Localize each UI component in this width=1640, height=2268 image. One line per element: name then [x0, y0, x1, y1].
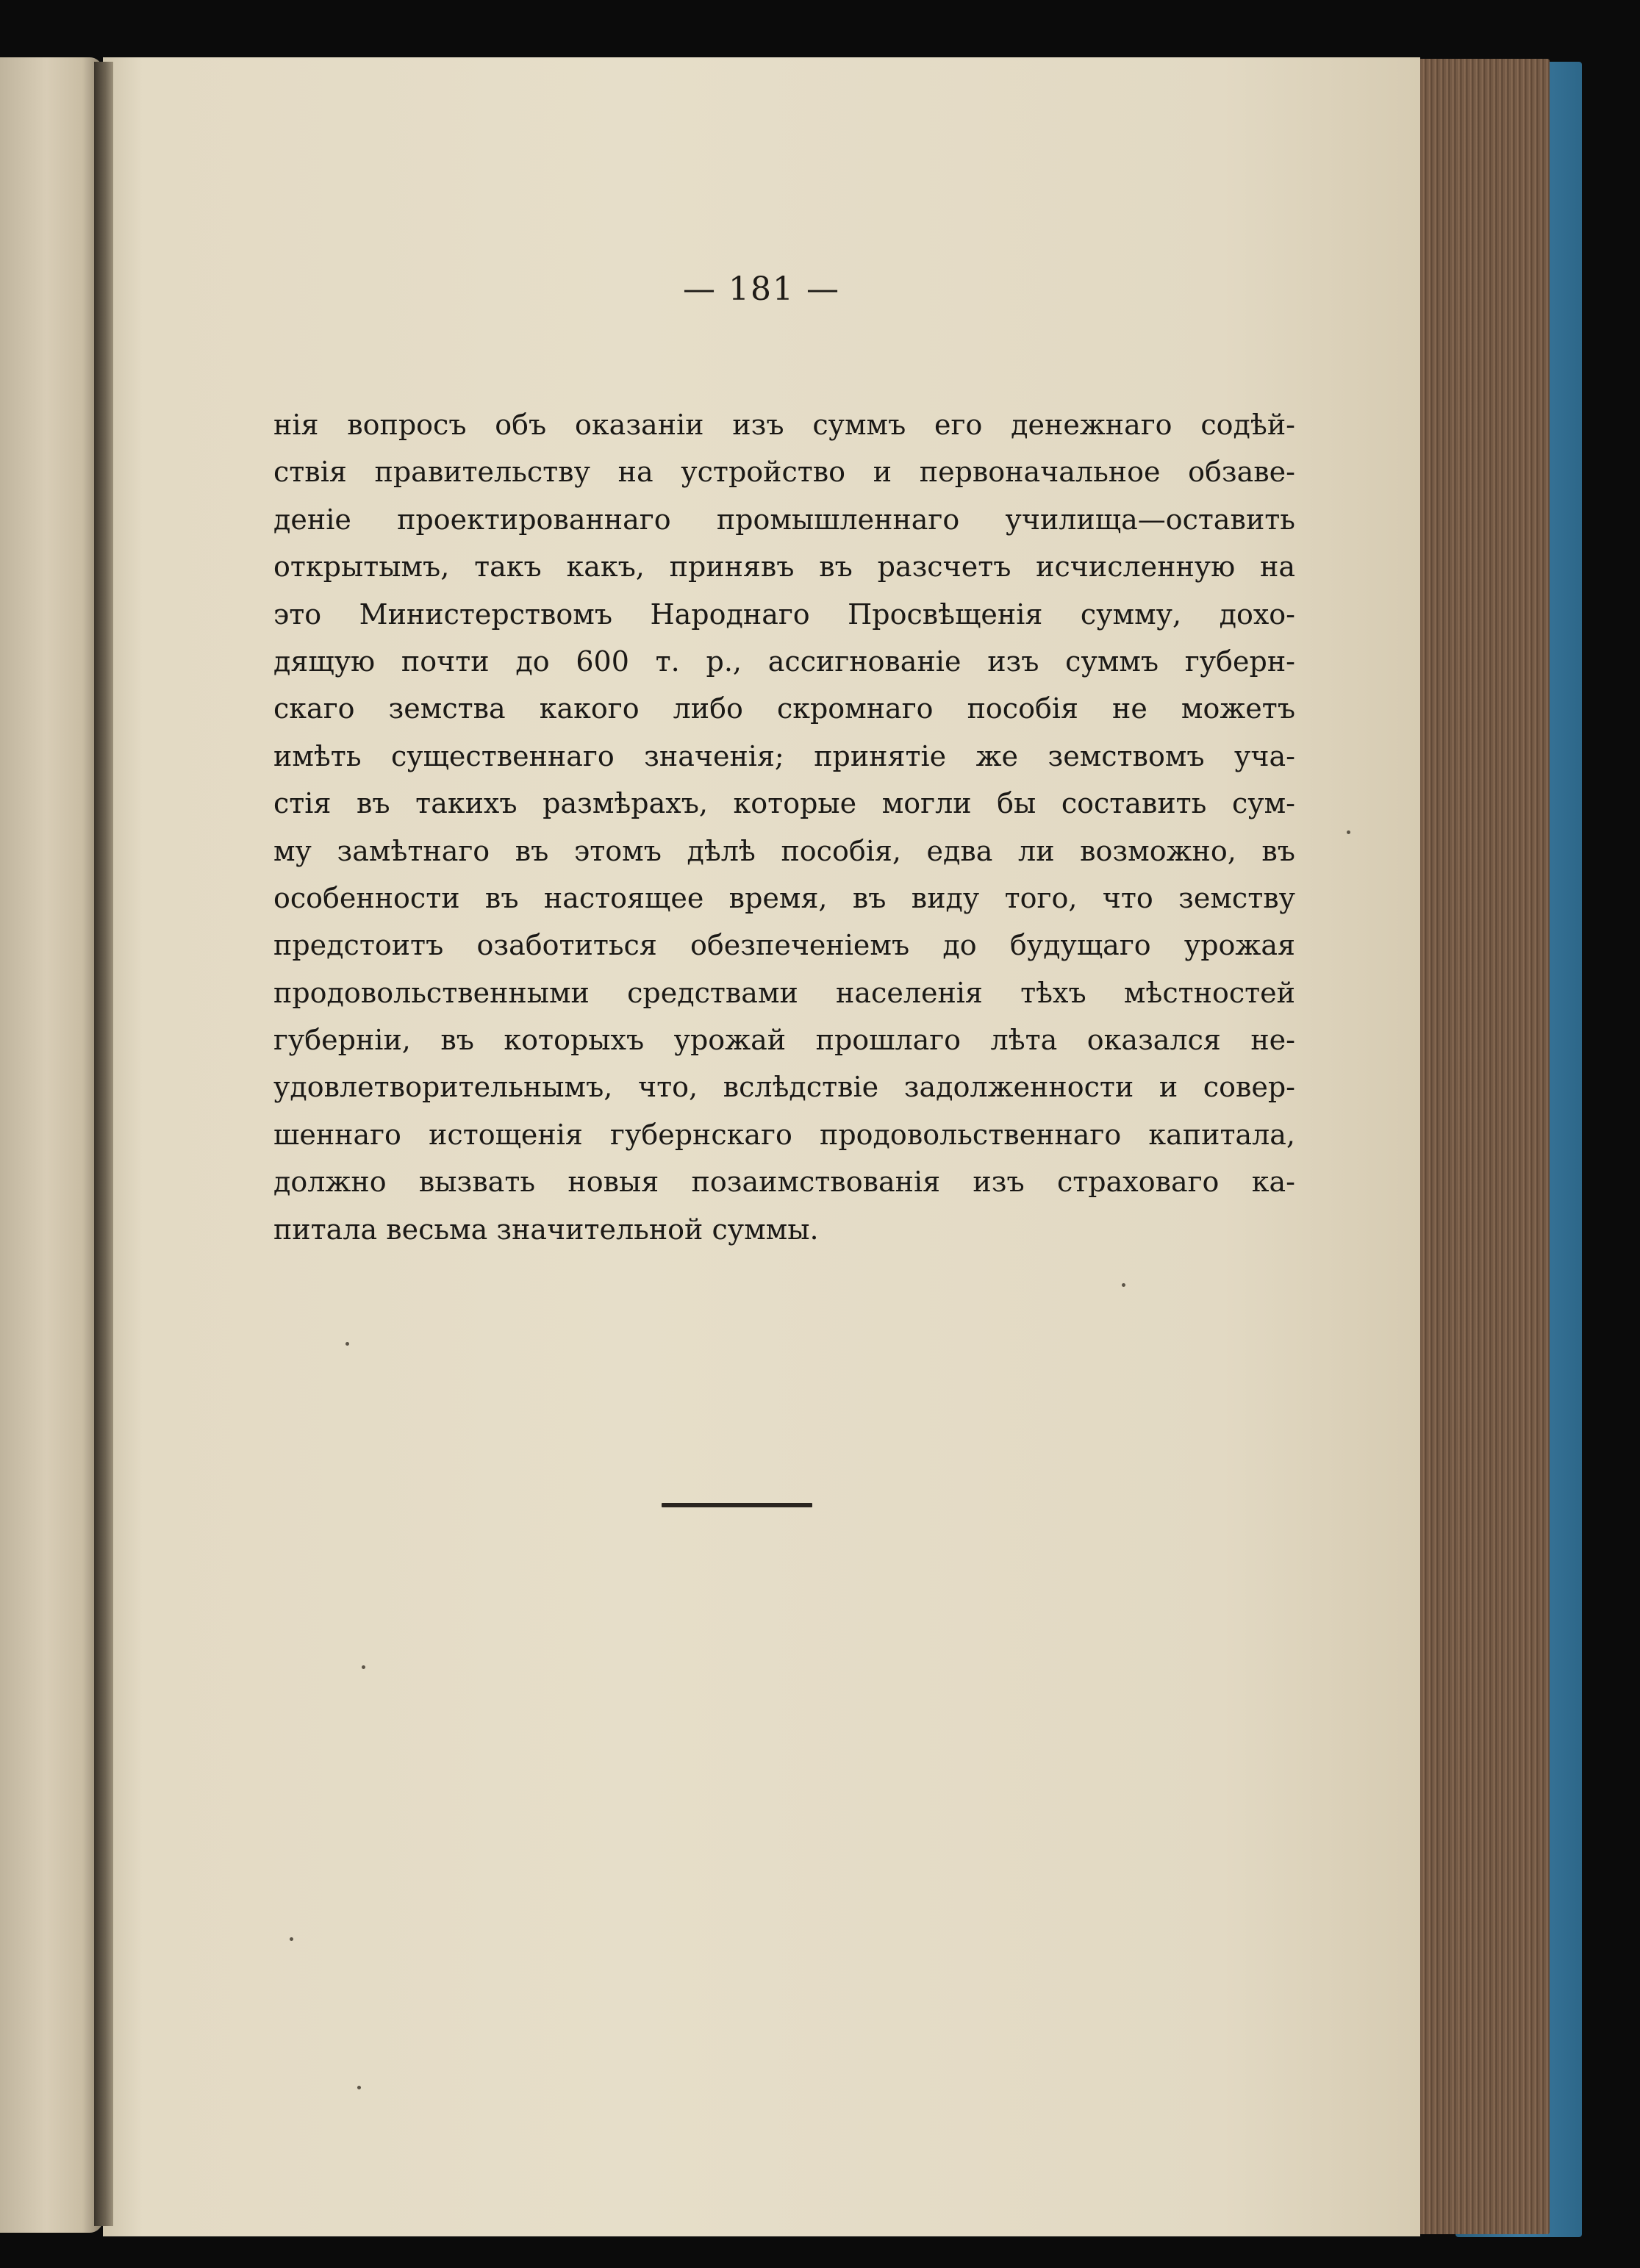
- book-gutter: [94, 62, 113, 2226]
- text-line: продовольственными средствами населенія тѣхъ мѣстностей: [273, 976, 1295, 1009]
- body-text: [273, 401, 1295, 1253]
- text-line: открытымъ, такъ какъ, принявъ въ разсчетъ исчисленную на: [273, 550, 1295, 584]
- text-line: имѣть существеннаго значенія; принятіе же земствомъ уча-: [273, 739, 1295, 772]
- text-line: деніе проектированнаго промышленнаго училища—оставить: [273, 503, 1295, 536]
- text-line: особенности въ настоящее время, въ виду того, что земству: [273, 881, 1295, 914]
- book-page: [103, 57, 1420, 2236]
- text-line: это Министерствомъ Народнаго Просвѣщенія сумму, дохо-: [273, 597, 1295, 631]
- text-line: нія вопросъ объ оказаніи изъ суммъ его денежнаго содѣй-: [273, 409, 1295, 441]
- paper-speck: [290, 1937, 293, 1941]
- text-line: стія въ такихъ размѣрахъ, которые могли бы составить сум-: [273, 787, 1295, 820]
- paper-speck: [357, 2086, 361, 2089]
- text-line: удовлетворительнымъ, что, вслѣдствіе задолженности и совер-: [273, 1071, 1295, 1104]
- text-line: должно вызвать новыя позаимствованія изъ страховаго ка-: [273, 1166, 1295, 1199]
- text-line: ствія правительству на устройство и первоначальное обзаве-: [273, 456, 1295, 489]
- left-facing-page: [0, 57, 103, 2233]
- text-line: питала весьма значительной суммы.: [273, 1213, 819, 1246]
- text-line: губерніи, въ которыхъ урожай прошлаго лѣта оказался не-: [273, 1024, 1295, 1057]
- page-number: — 181 —: [683, 270, 840, 308]
- text-line: скаго земства какого либо скромнаго пособія не можетъ: [273, 692, 1295, 725]
- paper-speck: [1347, 830, 1350, 834]
- text-line: дящую почти до 600 т. р., ассигнованіе изъ суммъ губерн-: [273, 645, 1295, 678]
- text-line: шеннаго истощенія губернскаго продовольственнаго капитала,: [273, 1118, 1295, 1151]
- paper-speck: [345, 1342, 349, 1346]
- text-line: предстоитъ озаботиться обезпеченіемъ до будущаго урожая: [273, 929, 1295, 962]
- paper-speck: [1122, 1283, 1125, 1287]
- paper-speck: [362, 1665, 365, 1669]
- end-rule: [662, 1503, 812, 1507]
- text-line: му замѣтнаго въ этомъ дѣлѣ пособія, едва ли возможно, въ: [273, 834, 1295, 867]
- page-stack-edge: [1410, 59, 1550, 2234]
